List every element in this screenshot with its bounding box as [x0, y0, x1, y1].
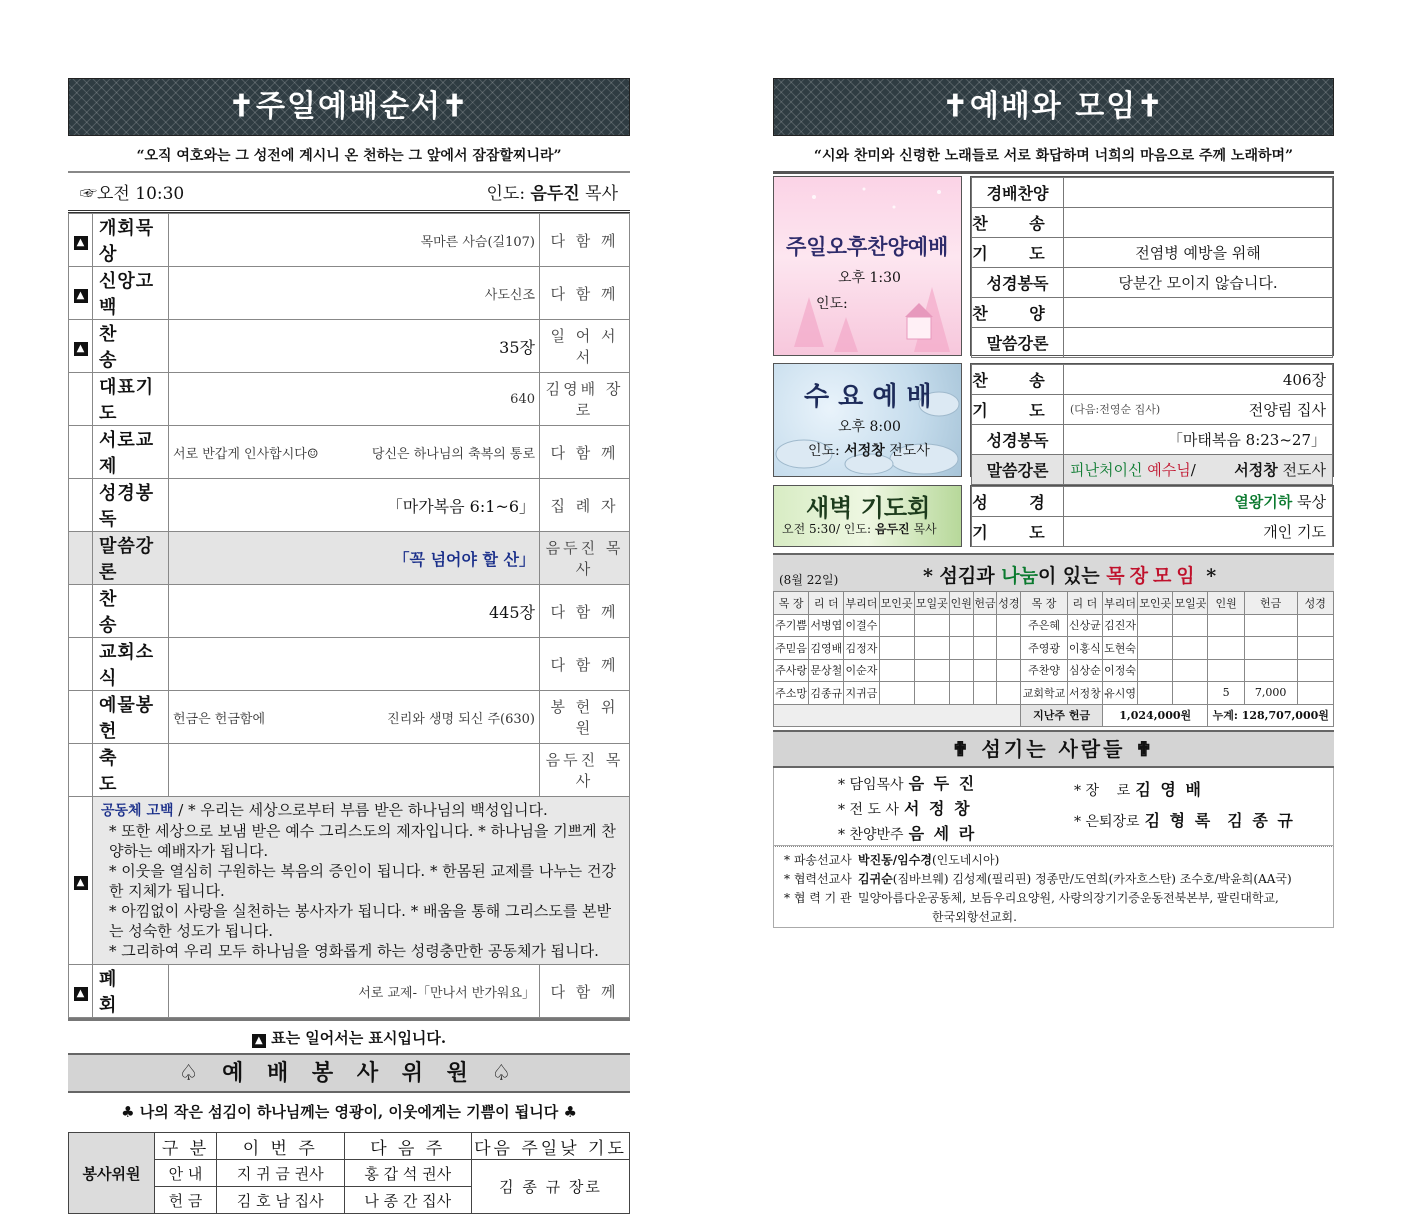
order-item-name: 말씀강론: [93, 532, 169, 585]
cell-value: [1244, 614, 1297, 637]
cell-value: 신상균: [1067, 614, 1102, 637]
cell-row: [774, 637, 1334, 660]
afternoon-time: 오후 1:30: [838, 270, 901, 286]
cell-value: [1138, 682, 1173, 705]
cell-header-row: [774, 592, 1334, 615]
dawn-table: [971, 486, 1333, 547]
server-item: * 찬양반주 음 세 라: [838, 824, 977, 843]
dawn-bible-cell: 열왕기하 묵상: [1064, 487, 1333, 517]
cell-group-header: [773, 553, 1334, 591]
order-item-detail: 헌금은 헌금함에 진리와 생명 되신 주(630): [169, 691, 540, 744]
cell-value: [1138, 614, 1173, 637]
order-item-name: 교회소식: [93, 638, 169, 691]
afternoon-value: [1064, 298, 1333, 328]
stand-cell: [69, 797, 93, 965]
last-week-amount: 1,024,000원: [1102, 704, 1208, 727]
cell-value: 김종규: [809, 682, 844, 705]
dawn-title: 새벽 기도회: [806, 493, 931, 522]
afternoon-value: [1064, 178, 1333, 208]
stand-cell: [69, 965, 93, 1018]
order-quote: “오직 여호와는 그 성전에 계시니 온 천하는 그 앞에서 잠잠할찌니라”: [68, 136, 630, 173]
cell-blank: [774, 704, 1021, 727]
confession-line: * 그리하여 우리 모두 하나님을 영화롭게 하는 성령충만한 공동체가 됩니다.: [109, 942, 599, 960]
order-row: [69, 744, 630, 797]
confession-line: * 아낌없이 사랑을 실천하는 봉사자가 됩니다. * 배움을 통해 그리스도를 본받는 성숙한 성도가 됩니다.: [109, 902, 612, 940]
stand-cell: [69, 744, 93, 797]
order-banner: ✝주일예배순서✝: [68, 78, 630, 136]
right-page: [773, 78, 1334, 174]
svc-next: 나 종 간 집사: [344, 1187, 472, 1214]
order-row: [69, 532, 630, 585]
order-item-detail: 서로 교제-「만나서 반가워요」: [169, 965, 540, 1018]
afternoon-row: [972, 298, 1333, 328]
order-row: [69, 691, 630, 744]
community-confession-row: [69, 797, 630, 965]
cell-value: 이결수: [844, 614, 879, 637]
dawn-prayer: 개인 기도: [1064, 517, 1333, 547]
order-item-name: 찬 송: [93, 320, 169, 373]
cell-value: [973, 637, 997, 660]
cell-value: [973, 659, 997, 682]
order-row: [69, 479, 630, 532]
last-week-label: 지난주 헌금: [1021, 704, 1103, 727]
cell-title: * 섬김과 나눔이 있는 목장모임 *: [923, 565, 1217, 587]
order-row: [69, 585, 630, 638]
cell-header: 헌금: [1244, 592, 1297, 615]
cell-value: 교회학교: [1021, 682, 1068, 705]
order-row: [69, 267, 630, 320]
order-item-role: 음두진 목사: [540, 532, 630, 585]
cell-total-row: [774, 704, 1334, 727]
svc-prayer: 김 종 규 장로: [472, 1160, 630, 1214]
community-confession: 공동체 고백 / * 우리는 세상으로부터 부름 받은 하나님의 백성입니다. * 또한 세상으로 보냄 받은 예수 그리스도의 제자입니다. * 하나님을 기쁘게 찬양하는 예배자가 됩니다. * 이웃을 열심히 구원하는 복음의 증인이 됩니다. * 한몸된 교제를 나누는 건강한 지체가 됩니다. * 아낌없이 사랑을 실천하는 봉사자가 됩니다. * 배움을 통해 그리스도를 본받는 성숙한 성도가 됩니다. * 그리하여 우리 모두 하나님을 영화롭게 하는 성령충만한 공동체가 됩니다.: [93, 797, 630, 965]
order-row: [69, 426, 630, 479]
cell-value: [879, 637, 914, 660]
afternoon-value: 전염병 예방을 위해: [1064, 238, 1333, 268]
cell-value: 주소망: [774, 682, 809, 705]
stand-cell: [69, 426, 93, 479]
order-item-detail: 「꼭 넘어야 할 산」: [169, 532, 540, 585]
cell-value: 유시영: [1102, 682, 1137, 705]
svc-this: 지 귀 금 권사: [217, 1160, 345, 1187]
cell-value: [1173, 659, 1208, 682]
cell-value: [997, 637, 1021, 660]
stand-cell: [69, 267, 93, 320]
order-item-name: 서로교제: [93, 426, 169, 479]
afternoon-key: 말씀강론: [972, 328, 1064, 358]
cell-header: 성경: [997, 592, 1021, 615]
mission-line: * 협 력 기 관 밀양아름다운공동체, 보듬우리요양원, 사랑의장기기증운동전북본부, 팔린대학교,: [784, 891, 1279, 905]
order-item-detail: 목마른 사슴(길107): [169, 214, 540, 267]
servers-left: [838, 772, 976, 847]
cell-value: 이순자: [844, 659, 879, 682]
cell-date: (8월 22일): [779, 573, 839, 587]
order-item-role: 다 함 께: [540, 214, 630, 267]
cell-group-section: [773, 553, 1334, 727]
wed-key: 기 도: [972, 395, 1064, 425]
cell-value: 이홍식: [1067, 637, 1102, 660]
cell-value: [1208, 614, 1244, 637]
cell-value: [914, 637, 949, 660]
wed-sermon-cell: 피난처이신 예수님/ 서정창 전도사: [1064, 455, 1333, 485]
cell-value: 심상순: [1067, 659, 1102, 682]
wednesday-table-box: [970, 363, 1334, 480]
cell-value: [1173, 614, 1208, 637]
confession-line: * 이웃을 열심히 구원하는 복음의 증인이 됩니다. * 한몸된 교제를 나누는 건강한 지체가 됩니다.: [109, 862, 616, 900]
order-item-role: 다 함 께: [540, 267, 630, 320]
stand-cell: [69, 532, 93, 585]
cell-value: [973, 682, 997, 705]
cell-value: 주기쁨: [774, 614, 809, 637]
cell-row: [774, 659, 1334, 682]
cell-value: [914, 614, 949, 637]
service-committee-banner: ♤ 예 배 봉 사 위 원 ♤: [68, 1053, 630, 1093]
cell-value: [1208, 637, 1244, 660]
cell-header: 모인곳: [1138, 592, 1173, 615]
afternoon-value: [1064, 208, 1333, 238]
stand-cell: [69, 691, 93, 744]
wed-reading: 「마태복음 8:23~27」: [1064, 425, 1333, 455]
order-item-role: 일 어 서 서: [540, 320, 630, 373]
cell-value: 서정창: [1067, 682, 1102, 705]
order-item-role: 다 함 께: [540, 585, 630, 638]
cell-value: [973, 614, 997, 637]
wednesday-time: 오후 8:00: [838, 419, 901, 435]
order-item-detail: [169, 638, 540, 691]
cell-value: [914, 659, 949, 682]
order-item-detail: 서로 반갑게 인사합시다☺ 당신은 하나님의 축복의 통로: [169, 426, 540, 479]
cell-value: 도현숙: [1102, 637, 1137, 660]
order-item-role: 다 함 께: [540, 965, 630, 1018]
order-item-role: 다 함 께: [540, 426, 630, 479]
stand-cell: [69, 585, 93, 638]
cell-header: 목 장: [1021, 592, 1068, 615]
stand-cell: [69, 638, 93, 691]
service-group: 봉사위원: [69, 1133, 155, 1214]
afternoon-worship-card: [773, 176, 962, 356]
server-item: * 전 도 사 서 정 창: [838, 799, 972, 818]
service-time: ☞오전 10:30: [80, 184, 185, 204]
cell-value: [879, 614, 914, 637]
cell-header: 부리더: [844, 592, 879, 615]
afternoon-leader: 인도:: [816, 296, 848, 312]
stand-cell: [69, 320, 93, 373]
afternoon-key: 기 도: [972, 238, 1064, 268]
wed-key: 말씀강론: [972, 455, 1064, 485]
cell-value: [1297, 637, 1333, 660]
afternoon-value: 당분간 모이지 않습니다.: [1064, 268, 1333, 298]
afternoon-row: [972, 208, 1333, 238]
confession-line: * 또한 세상으로 보냄 받은 예수 그리스도의 제자입니다. * 하나님을 기쁘게 찬양하는 예배자가 됩니다.: [109, 822, 616, 860]
total-amount: 누계: 128,707,000원: [1208, 704, 1334, 727]
stand-cell: [69, 479, 93, 532]
order-item-detail: 35장: [169, 320, 540, 373]
order-item-detail: 사도신조: [169, 267, 540, 320]
order-row: [69, 214, 630, 267]
cell-value: [997, 659, 1021, 682]
afternoon-row: [972, 268, 1333, 298]
cell-value: [879, 659, 914, 682]
order-table: [68, 213, 630, 1018]
stand-cell: [69, 373, 93, 426]
stand-up-icon: ▲: [74, 289, 88, 303]
afternoon-table-box: [970, 176, 1334, 356]
order-item-name: 폐 회: [93, 965, 169, 1018]
cell-header: 모일곳: [1173, 592, 1208, 615]
cell-value: [1173, 682, 1208, 705]
mission-line: * 협력선교사 김귀순(짐바브웨) 김성제(필리핀) 정종만/도연희(카자흐스탄) 조수호/박윤희(AA국): [784, 872, 1292, 886]
dawn-key: 기 도: [972, 517, 1064, 547]
cell-value: 지귀금: [844, 682, 879, 705]
wednesday-title: 수 요 예 배: [804, 382, 932, 412]
cell-value: 주찬양: [1021, 659, 1068, 682]
cell-value: 문상철: [809, 659, 844, 682]
server-item: * 담임목사 음 두 진: [838, 774, 977, 793]
cell-value: 7,000: [1244, 682, 1297, 705]
cell-value: 김진자: [1102, 614, 1137, 637]
cell-value: [949, 637, 973, 660]
dawn-sub: 오전 5:30/ 인도: 음두진 목사: [782, 522, 937, 536]
stand-up-icon: ▲: [252, 1034, 266, 1048]
service-table: [68, 1132, 630, 1214]
cell-row: [774, 614, 1334, 637]
cell-header: 성경: [1297, 592, 1333, 615]
cell-value: [1297, 659, 1333, 682]
cell-value: [997, 682, 1021, 705]
afternoon-row: [972, 328, 1333, 358]
order-row: [69, 965, 630, 1018]
wed-prayer-cell: (다음:전영순 집사) 전양림 집사: [1064, 395, 1333, 425]
order-item-name: 찬 송: [93, 585, 169, 638]
stand-cell: [69, 214, 93, 267]
cell-header: 리 더: [1067, 592, 1102, 615]
wednesday-table: [971, 364, 1333, 485]
cell-value: [949, 614, 973, 637]
mission-line: 한국외항선교회.: [932, 910, 1017, 924]
wed-key: 찬 송: [972, 365, 1064, 395]
wed-key: 성경봉독: [972, 425, 1064, 455]
cell-header: 인원: [949, 592, 973, 615]
servers-right: [1074, 778, 1295, 840]
mission-line: * 파송선교사 박진동/임수경(인도네시아): [784, 853, 1000, 867]
order-item-detail: 640: [169, 373, 540, 426]
cell-row: [774, 682, 1334, 705]
order-item-name: 대표기도: [93, 373, 169, 426]
cell-value: 김정자: [844, 637, 879, 660]
svc-next: 홍 갑 석 권사: [344, 1160, 472, 1187]
order-item-role: 다 함 께: [540, 638, 630, 691]
server-item: * 은퇴장로 김 형 록 김 종 규: [1074, 811, 1295, 830]
svc-this: 김 호 남 집사: [217, 1187, 345, 1214]
svc-header: 다 음 주: [344, 1133, 472, 1160]
left-page: [68, 78, 630, 1214]
afternoon-row: [972, 238, 1333, 268]
cell-value: [1208, 659, 1244, 682]
order-row: [69, 638, 630, 691]
cell-value: [879, 682, 914, 705]
afternoon-value: [1064, 328, 1333, 358]
cell-value: [1297, 682, 1333, 705]
cell-value: [949, 682, 973, 705]
cell-header: 모일곳: [914, 592, 949, 615]
order-item-name: 성경봉독: [93, 479, 169, 532]
order-item-name: 신앙고백: [93, 267, 169, 320]
wednesday-worship-card: [773, 363, 962, 477]
cell-value: 주영광: [1021, 637, 1068, 660]
cell-header: 헌금: [973, 592, 997, 615]
cell-table: [773, 591, 1334, 727]
cell-value: [1138, 637, 1173, 660]
svc-header: 구 분: [155, 1133, 217, 1160]
missions-box: [773, 846, 1334, 928]
stand-up-icon: ▲: [74, 342, 88, 356]
cell-value: [1244, 659, 1297, 682]
cell-value: 이정숙: [1102, 659, 1137, 682]
stand-up-icon: ▲: [74, 236, 88, 250]
order-item-role: 봉 헌 위 원: [540, 691, 630, 744]
order-item-role: 김영배 장로: [540, 373, 630, 426]
server-item: * 장 로 김 영 배: [1074, 780, 1203, 799]
svc-header: 이 번 주: [217, 1133, 345, 1160]
cell-value: [949, 659, 973, 682]
cell-value: [1173, 637, 1208, 660]
afternoon-key: 찬 양: [972, 298, 1064, 328]
dawn-prayer-card: [773, 485, 962, 547]
order-item-detail: 「마가복음 6:1~6」: [169, 479, 540, 532]
order-item-role: 집 례 자: [540, 479, 630, 532]
order-item-role: 음두진 목사: [540, 744, 630, 797]
stand-up-icon: ▲: [74, 987, 88, 1001]
stand-up-icon: ▲: [74, 876, 88, 890]
service-quote: ♣ 나의 작은 섬김이 하나님께는 영광이, 이웃에게는 기쁨이 됩니다 ♣: [121, 1103, 577, 1121]
events-banner: ✝예배와 모임✝: [773, 78, 1334, 136]
servers-banner: ✟ 섬기는 사람들 ✟: [773, 730, 1334, 768]
afternoon-title: 주일오후찬양예배: [786, 234, 949, 259]
cell-value: 주사랑: [774, 659, 809, 682]
cell-value: [1244, 637, 1297, 660]
wed-hymn: 406장: [1064, 365, 1333, 395]
cell-value: 서병엽: [809, 614, 844, 637]
leader-info: 인도: 음두진 목사: [486, 184, 618, 204]
svc-kind: 안 내: [155, 1160, 217, 1187]
cell-header: 리 더: [809, 592, 844, 615]
cell-value: 주믿음: [774, 637, 809, 660]
cell-header: 목 장: [774, 592, 809, 615]
afternoon-key: 성경봉독: [972, 268, 1064, 298]
cell-value: 5: [1208, 682, 1244, 705]
order-row: [69, 373, 630, 426]
cell-value: [1138, 659, 1173, 682]
cell-value: [997, 614, 1021, 637]
svc-header: 다음 주일낮 기도: [472, 1133, 630, 1160]
service-time-row: [68, 173, 630, 213]
servers-box: [773, 768, 1334, 846]
dawn-table-box: [970, 485, 1334, 547]
dawn-key: 성 경: [972, 487, 1064, 517]
afternoon-key: 찬 송: [972, 208, 1064, 238]
cell-value: [1297, 614, 1333, 637]
wednesday-leader: 인도: 서정창 전도사: [808, 443, 930, 459]
cell-header: 인원: [1208, 592, 1244, 615]
order-row: [69, 320, 630, 373]
cell-value: [914, 682, 949, 705]
confession-line: / * 우리는 세상으로부터 부름 받은 하나님의 백성입니다.: [178, 801, 548, 819]
order-item-name: 개회묵상: [93, 214, 169, 267]
afternoon-table: [971, 177, 1333, 358]
order-item-name: 예물봉헌: [93, 691, 169, 744]
order-item-name: 축 도: [93, 744, 169, 797]
cell-header: 모인곳: [879, 592, 914, 615]
order-item-detail: [169, 744, 540, 797]
cell-value: 주은혜: [1021, 614, 1068, 637]
cell-header: 부리더: [1102, 592, 1137, 615]
afternoon-row: [972, 178, 1333, 208]
order-item-detail: 445장: [169, 585, 540, 638]
standing-note: ▲ 표는 일어서는 표시입니다.: [68, 1018, 630, 1053]
events-quote: “시와 찬미와 신령한 노래들로 서로 화답하며 너희의 마음으로 주께 노래하며”: [773, 136, 1334, 174]
cell-value: 김영배: [809, 637, 844, 660]
svc-kind: 헌 금: [155, 1187, 217, 1214]
afternoon-key: 경배찬양: [972, 178, 1064, 208]
